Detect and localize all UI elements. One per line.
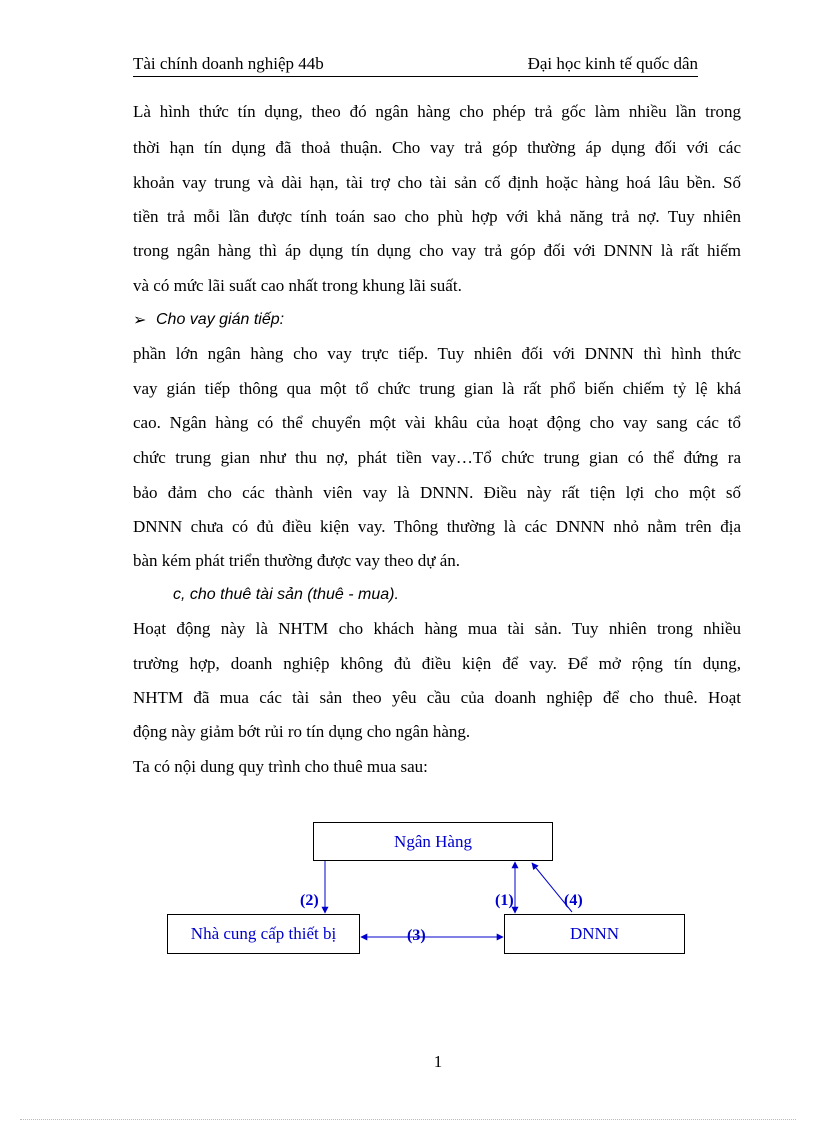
paragraph3-line: Hoạt động này là NHTM cho khách hàng mua tài sản. Tuy nhiên trong nhiều: [133, 619, 741, 638]
label-2: (2): [300, 892, 319, 909]
paragraph1-line: Là hình thức tín dụng, theo đó ngân hàng cho phép trả gốc làm nhiều lần trong: [133, 102, 741, 121]
supplier-label: Nhà cung cấp thiết bị: [190, 924, 337, 943]
paragraph2-line: bảo đảm cho các thành viên vay là DNNN. Điều này rất tiện lợi cho một số: [133, 483, 741, 502]
paragraph1-line: thời hạn tín dụng đã thoả thuận. Cho vay trả góp thường áp dụng đối với các: [133, 138, 741, 157]
bullet-heading: Cho vay gián tiếp:: [156, 311, 285, 328]
label-1: (1): [495, 892, 514, 909]
footer-divider: [20, 1119, 796, 1120]
paragraph1-line: và có mức lãi suất cao nhất trong khung lãi suất.: [133, 276, 462, 295]
subheading: c, cho thuê tài sản (thuê - mua).: [173, 586, 399, 603]
bullet-arrow-icon: ➢: [133, 310, 147, 329]
paragraph2-line: phần lớn ngân hàng cho vay trực tiếp. Tuy nhiên đối với DNNN thì hình thức: [133, 344, 741, 363]
paragraph1-line: tiền trả mỗi lần được tính toán sao cho phù hợp với khả năng trả nợ. Tuy nhiên: [133, 207, 741, 226]
paragraph1-line: trong ngân hàng thì áp dụng tín dụng cho vay trả góp đối với DNNN là rất hiếm: [133, 241, 741, 260]
paragraph2-line: DNNN chưa có đủ điều kiện vay. Thông thường là các DNNN nhỏ nằm trên địa: [133, 517, 741, 536]
header-left: Tài chính doanh nghiệp 44b: [133, 54, 324, 73]
paragraph2-line: cao. Ngân hàng có thể chuyển một vài khâu của hoạt động cho vay sang các tổ: [133, 413, 741, 432]
paragraph1-line: khoản vay trung và dài hạn, tài trợ cho tài sản cố định hoặc hàng hoá lâu bền. Số: [133, 173, 741, 192]
bank-label: Ngân Hàng: [394, 831, 472, 851]
page-number: 1: [433, 1052, 443, 1071]
paragraph2-line: chức trung gian như thu nợ, phát tiền vay…Tổ chức trung gian có thể đứng ra: [133, 448, 741, 467]
paragraph2-line: bàn kém phát triển thường được vay theo dự án.: [133, 551, 460, 570]
header-right: Đại học kinh tế quốc dân: [527, 54, 698, 73]
label-4: (4): [564, 892, 583, 909]
paragraph3-line: động này giảm bớt rủi ro tín dụng cho ngân hàng.: [133, 722, 471, 741]
intro-line: Ta có nội dung quy trình cho thuê mua sau:: [133, 757, 428, 776]
label-3: (3): [407, 927, 426, 944]
paragraph2-line: vay gián tiếp thông qua một tổ chức trung gian là rất phổ biến chiếm tỷ lệ khá: [133, 379, 741, 398]
paragraph3-line: trường hợp, doanh nghiệp không đủ điều kiện để vay. Để mở rộng tín dụng,: [133, 654, 741, 673]
paragraph3-line: NHTM đã mua các tài sản theo yêu cầu của doanh nghiệp để cho thuê. Hoạt: [133, 688, 741, 707]
dnnn-label: DNNN: [569, 924, 620, 943]
